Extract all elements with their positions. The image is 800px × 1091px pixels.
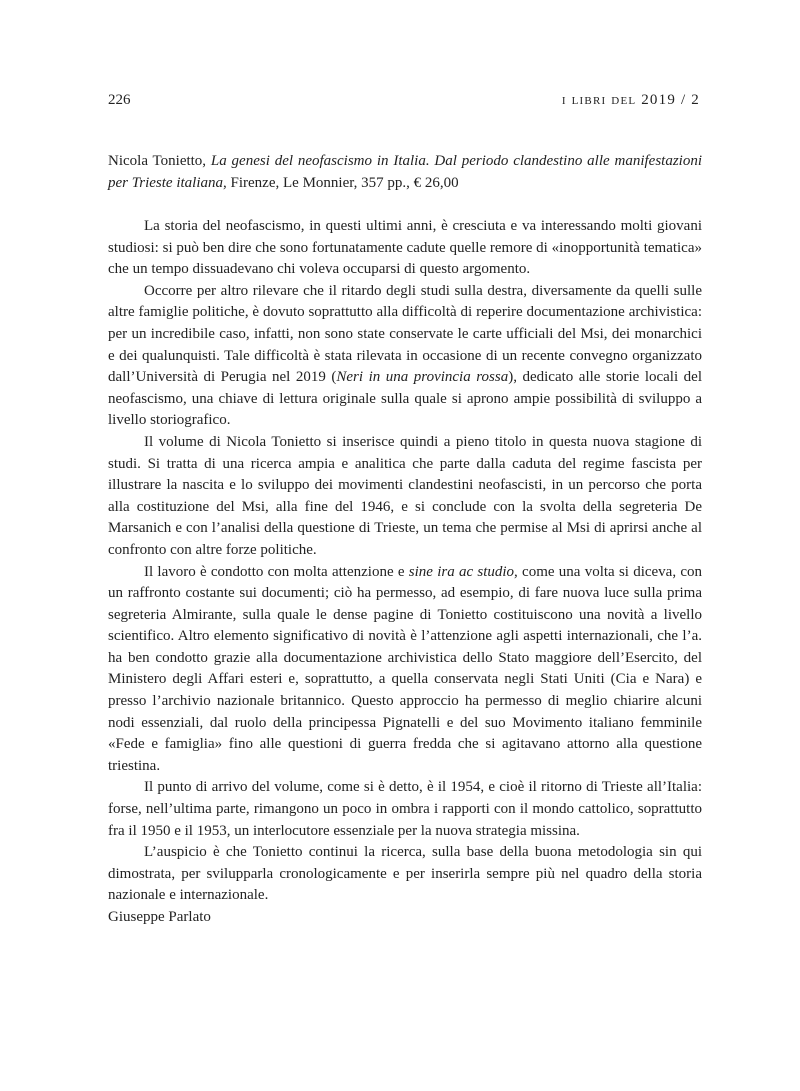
paragraph-1: La storia del neofascismo, in questi ultimi anni, è cresciuta e va interessando molti giovani studiosi: si può ben dire che sono fortunatamente cadute quelle remore di «inopportunità tematica» che un tempo dissuadevano chi voleva occuparsi di questo argomento. [108,218,702,278]
citation-title: La genesi del neofascismo in Italia. Dal periodo clandestino alle manifestazioni per Trieste italiana [108,153,702,191]
paragraph-2 [108,281,702,432]
citation-author: Nicola Tonietto, [108,153,211,169]
paragraph-3: Il volume di Nicola Tonietto si inserisce quindi a pieno titolo in questa nuova stagione di studi. Si tratta di una ricerca ampia e analitica che parte dalla caduta del regime fascista per illustrare la nascita e lo sviluppo dei movimenti clandestini neofascisti, in un percorso che porta alla costituzione del Msi, alla fine del 1946, e si conclude con la svolta della segreteria De Marsanich e con l’analisi della questione di Trieste, un tema che permise al Msi di aprirsi anche al confronto con altre forze politiche. [108,433,702,558]
paragraph-2-italic: Neri in una provincia rossa [336,369,509,386]
citation-publisher: , Firenze, Le Monnier, 357 pp., € 26,00 [223,175,459,191]
review-body [108,216,702,929]
paragraph-4-part-b: , come una volta si diceva, con un raffronto costante sui documenti; ciò ha permesso, ad esempio, di fare nuova luce sulla prima segreteria Almirante, sulla quale le dense pagine di Tonietto costituiscono una novità a livello scientifico. Altro elemento significativo di novità è l’attenzione agli aspetti internazionali, che l’a. ha ben condotto grazie alla documentazione archivistica dello Stato maggiore dell’Esercito, del Ministero degli Affari esteri e, soprattutto, a quella conservata negli Stati Uniti (Cia e Nara) e presso l’archivio nazionale britannico. Questo approccio ha permesso di meglio chiarire alcuni nodi essenziali, dal ruolo della principessa Pignatelli e del suo Movimento italiano femminile «Fede e famiglia» fino alle questioni di guerra fredda che si agitavano attorno alla questione triestina. [108,563,703,774]
page-header [108,92,700,116]
paragraph-2-part-b: ), dedicato alle storie locali del neofascismo, una chiave di lettura originale sulla quale si aprono ampie possibilità di sviluppo a livello storiografico. [108,369,702,429]
paragraph-5: Il punto di arrivo del volume, come si è detto, è il 1954, e cioè il ritorno di Trieste all’Italia: forse, nell’ultima parte, rimangono un poco in ombra i rapporti con il mondo cattolico, soprattutto fra il 1950 e il 1953, un interlocutore essenziale per la nuova strategia missina. [108,779,702,839]
reviewer-signature: Giuseppe Parlato [108,909,211,925]
paragraph-4 [108,562,702,778]
paragraph-4-part-a: Il lavoro è condotto con molta attenzione e [144,563,409,580]
running-head: i libri del 2019 / 2 [561,92,700,108]
paragraph-6: L’auspicio è che Tonietto continui la ricerca, sulla base della buona metodologia sin qui dimostrata, per svilupparla cronologicamente e per inserirla sempre più nel quadro della storia nazionale e internazionale. [108,844,702,904]
paragraph-4-italic: sine ira ac studio [408,563,515,580]
page-number: 226 [108,92,131,108]
paragraph-2-part-a: Occorre per altro rilevare che il ritardo degli studi sulla destra, diversamente da quelli sulle altre famiglie politiche, è dovuto soprattutto alla difficoltà di reperire documentazione archivistica: per un incredibile caso, infatti, non sono state conservate le carte ufficiali del Msi, dei monarchici e dei qualunquisti. Tale difficoltà è stata rilevata in occasione di un recente convegno organizzato dall’Università di Perugia nel 2019 ( [108,282,702,386]
book-citation [108,150,702,194]
